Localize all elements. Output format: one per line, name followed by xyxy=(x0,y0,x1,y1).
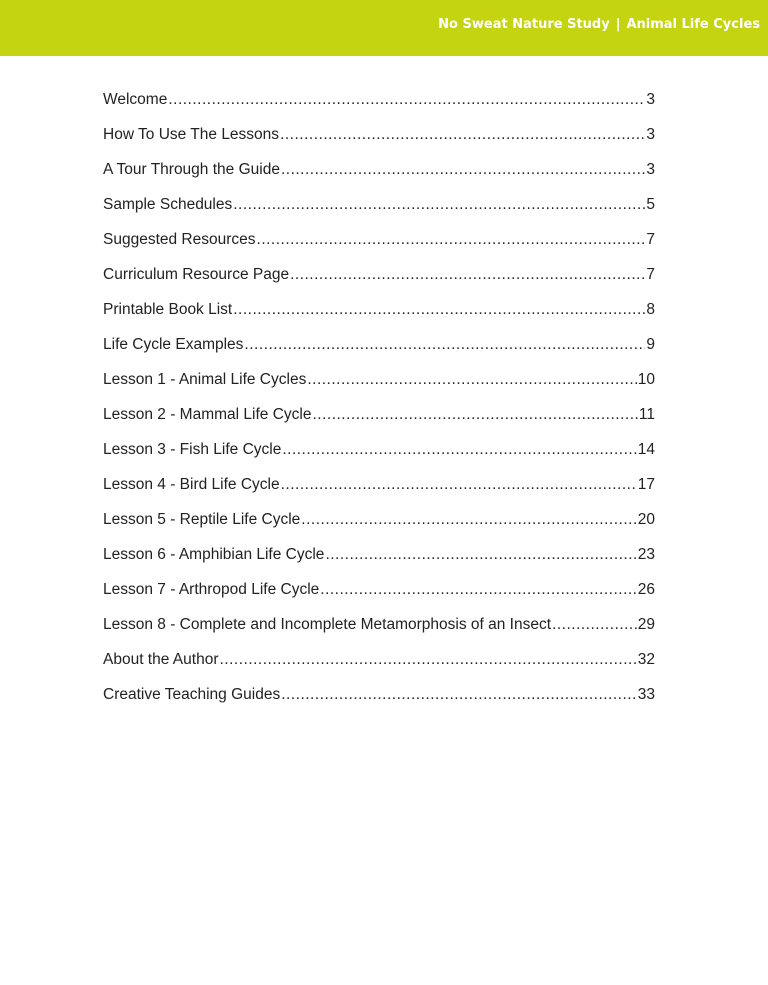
toc-page-number: 33 xyxy=(637,686,655,703)
toc-label: Life Cycle Examples xyxy=(103,336,244,353)
toc-entry-curriculum-resource[interactable] xyxy=(103,263,655,298)
toc-leader-dots xyxy=(257,228,646,252)
toc-leader-dots xyxy=(301,508,636,532)
toc-entry-lesson-1[interactable] xyxy=(103,368,655,403)
toc-entry-welcome[interactable] xyxy=(103,88,655,123)
toc-leader-dots xyxy=(281,683,637,707)
toc-entry-lesson-7[interactable] xyxy=(103,578,655,613)
toc-page-number: 14 xyxy=(637,441,655,458)
toc-entry-suggested-resources[interactable] xyxy=(103,228,655,263)
header-separator: | xyxy=(615,17,621,32)
toc-entry-life-cycle-examples[interactable] xyxy=(103,333,655,368)
toc-label: Lesson 2 - Mammal Life Cycle xyxy=(103,406,312,423)
toc-leader-dots xyxy=(233,193,645,217)
toc-page-number: 10 xyxy=(637,371,655,388)
toc-page-number: 3 xyxy=(646,91,655,108)
toc-leader-dots xyxy=(290,263,645,287)
toc-label: Lesson 6 - Amphibian Life Cycle xyxy=(103,546,325,563)
toc-page-number: 9 xyxy=(646,336,655,353)
toc-page-number: 20 xyxy=(637,511,655,528)
table-of-contents xyxy=(103,88,655,718)
toc-leader-dots xyxy=(320,578,636,602)
toc-label: A Tour Through the Guide xyxy=(103,161,280,178)
toc-page-number: 8 xyxy=(646,301,655,318)
toc-entry-how-to-use[interactable] xyxy=(103,123,655,158)
toc-entry-lesson-6[interactable] xyxy=(103,543,655,578)
toc-label: Printable Book List xyxy=(103,301,233,318)
toc-label: Suggested Resources xyxy=(103,231,256,248)
toc-entry-book-list[interactable] xyxy=(103,298,655,333)
toc-entry-lesson-4[interactable] xyxy=(103,473,655,508)
toc-entry-creative-teaching-guides[interactable] xyxy=(103,683,655,718)
toc-label: Sample Schedules xyxy=(103,196,233,213)
toc-page-number: 11 xyxy=(638,406,655,423)
guide-title: Animal Life Cycles xyxy=(626,17,760,32)
toc-leader-dots xyxy=(280,123,645,147)
toc-leader-dots xyxy=(168,88,645,112)
toc-label: Lesson 3 - Fish Life Cycle xyxy=(103,441,282,458)
header-title xyxy=(438,17,760,32)
toc-entry-tour[interactable] xyxy=(103,158,655,193)
toc-leader-dots xyxy=(233,298,645,322)
toc-entry-lesson-3[interactable] xyxy=(103,438,655,473)
toc-page-number: 29 xyxy=(637,616,655,633)
toc-page-number: 3 xyxy=(646,161,655,178)
toc-label: Curriculum Resource Page xyxy=(103,266,290,283)
toc-leader-dots xyxy=(552,613,637,637)
toc-leader-dots xyxy=(312,403,637,427)
toc-entry-lesson-2[interactable] xyxy=(103,403,655,438)
toc-label: Lesson 5 - Reptile Life Cycle xyxy=(103,511,301,528)
toc-label: Welcome xyxy=(103,91,168,108)
toc-label: Lesson 7 - Arthropod Life Cycle xyxy=(103,581,320,598)
toc-page-number: 17 xyxy=(637,476,655,493)
header-band xyxy=(0,0,768,56)
toc-label: Creative Teaching Guides xyxy=(103,686,281,703)
toc-entry-lesson-5[interactable] xyxy=(103,508,655,543)
toc-leader-dots xyxy=(244,333,645,357)
toc-label: Lesson 4 - Bird Life Cycle xyxy=(103,476,280,493)
toc-entry-about-author[interactable] xyxy=(103,648,655,683)
toc-leader-dots xyxy=(281,158,645,182)
toc-page-number: 7 xyxy=(646,266,655,283)
toc-label: Lesson 8 - Complete and Incomplete Metamorphosis of an Insect xyxy=(103,616,552,633)
toc-label: About the Author xyxy=(103,651,219,668)
toc-leader-dots xyxy=(219,648,636,672)
toc-page-number: 23 xyxy=(637,546,655,563)
toc-page-number: 26 xyxy=(637,581,655,598)
series-name: No Sweat Nature Study xyxy=(438,17,610,32)
toc-entry-sample-schedules[interactable] xyxy=(103,193,655,228)
toc-leader-dots xyxy=(281,473,637,497)
toc-leader-dots xyxy=(307,368,636,392)
toc-label: How To Use The Lessons xyxy=(103,126,280,143)
toc-page-number: 5 xyxy=(646,196,655,213)
toc-label: Lesson 1 - Animal Life Cycles xyxy=(103,371,307,388)
toc-leader-dots xyxy=(325,543,636,567)
toc-page-number: 7 xyxy=(646,231,655,248)
toc-entry-lesson-8[interactable] xyxy=(103,613,655,648)
toc-leader-dots xyxy=(282,438,636,462)
toc-page-number: 32 xyxy=(637,651,655,668)
toc-page-number: 3 xyxy=(646,126,655,143)
